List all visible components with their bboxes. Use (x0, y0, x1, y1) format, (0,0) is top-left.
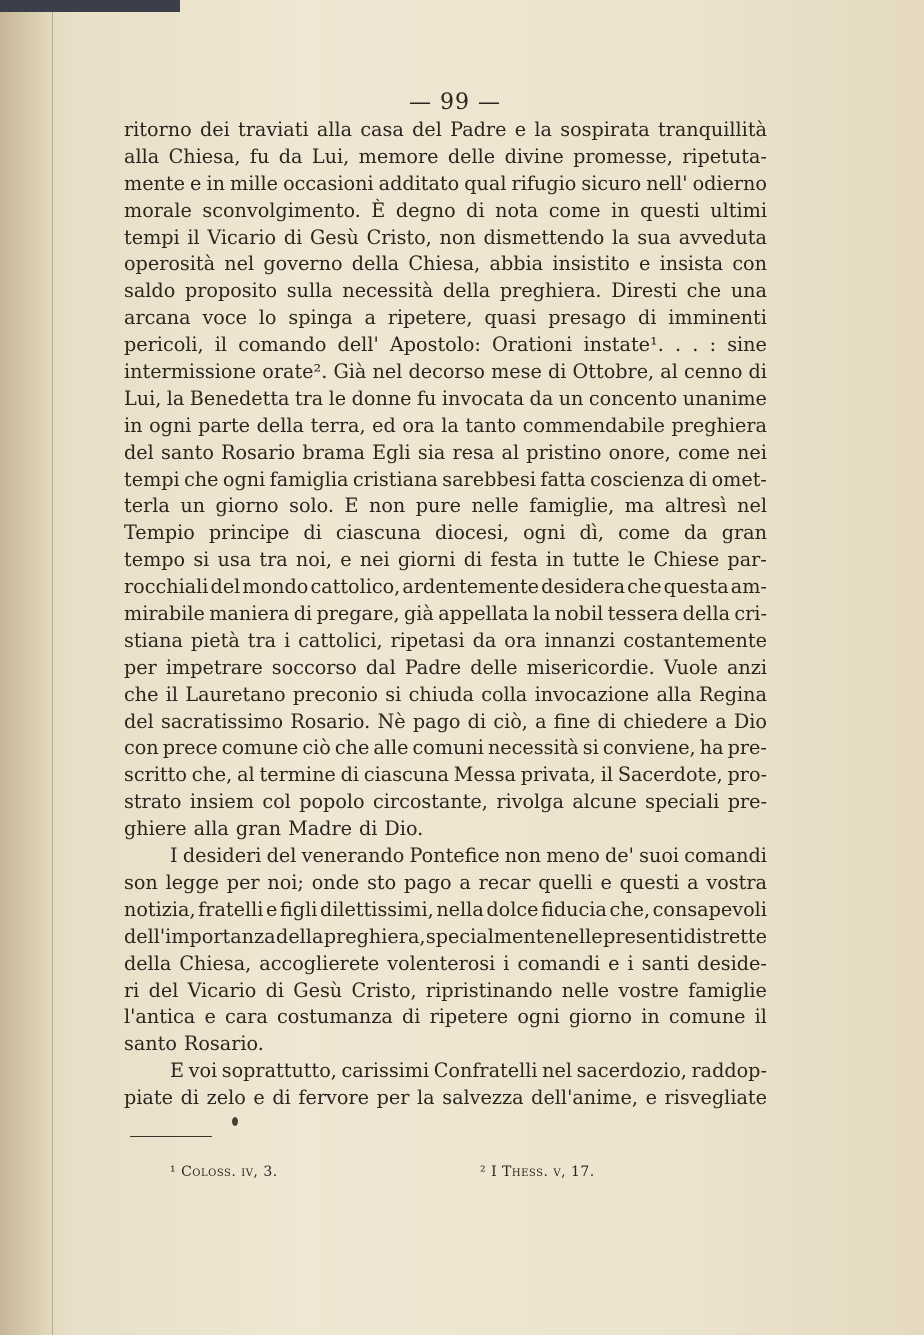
body-text (124, 117, 767, 1112)
text-line: tempi che ogni famiglia cristiana sarebbesi fatta coscienza di omet- (124, 467, 767, 491)
footnote-text: I Thess. v, 17. (491, 1164, 595, 1180)
text-line: del santo Rosario brama Egli sia resa al pristino onore, come nei (124, 440, 767, 464)
scan-edge (0, 0, 180, 12)
text-line: con prece comune ciò che alle comuni necessità si conviene, ha pre- (124, 736, 767, 760)
text-line: che il Lauretano preconio si chiuda colla invocazione alla Regina (124, 682, 767, 706)
text-line: in ogni parte della terra, ed ora la tanto commendabile preghiera (124, 413, 767, 437)
text-line: operosità nel governo della Chiesa, abbia insistito e insista con (124, 252, 767, 276)
ink-spot (232, 1117, 238, 1126)
text-line: rocchiali del mondo cattolico, ardentemente desidera che questa am- (124, 575, 767, 599)
text-line: E voi soprattutto, carissimi Confratelli nel sacerdozio, raddop- (170, 1059, 767, 1083)
footnote-2 (480, 1164, 595, 1180)
text-line: strato insiem col popolo circostante, rivolga alcune speciali pre- (124, 790, 767, 814)
text-line: pericoli, il comando dell' Apostolo: Orationi instate¹. . . : sine (124, 333, 767, 357)
text-line: alla Chiesa, fu da Lui, memore delle divine promesse, ripetuta- (124, 144, 767, 168)
text-line: santo Rosario. (124, 1032, 264, 1056)
text-line: terla un giorno solo. E non pure nelle famiglie, ma altresì nel (124, 494, 767, 518)
footnote-marker: ² (480, 1164, 487, 1180)
footnote-marker: ¹ (170, 1164, 177, 1180)
text-line: morale sconvolgimento. È degno di nota come in questi ultimi (124, 198, 767, 222)
text-line: l'antica e cara costumanza di ripetere ogni giorno in comune il (124, 1005, 767, 1029)
footnote-1 (170, 1164, 278, 1180)
text-line: notizia, fratelli e figli dilettissimi, nella dolce fiducia che, consapevoli (124, 897, 767, 921)
text-line: mirabile maniera di pregare, già appellata la nobil tessera della cri- (124, 602, 767, 626)
text-line: Lui, la Benedetta tra le donne fu invocata da un concento unanime (124, 386, 767, 410)
footnote-text: Coloss. iv, 3. (181, 1164, 278, 1180)
text-line: scritto che, al termine di ciascuna Messa privata, il Sacerdote, pro- (124, 763, 767, 787)
text-line: son legge per noi; onde sto pago a recar quelli e questi a vostra (124, 870, 767, 894)
text-line: ritorno dei traviati alla casa del Padre e la sospirata tranquillità (124, 118, 767, 141)
text-line: mente e in mille occasioni additato qual rifugio sicuro nell' odierno (124, 171, 767, 195)
page-gutter (0, 0, 53, 1335)
text-line: tempo si usa tra noi, e nei giorni di festa in tutte le Chiese par- (124, 548, 767, 572)
page-number: — 99 — (409, 90, 501, 115)
text-line: piate di zelo e di fervore per la salvezza dell'anime, e risvegliate (124, 1086, 767, 1110)
text-line: del sacratissimo Rosario. Nè pago di ciò, a fine di chiedere a Dio (124, 709, 767, 733)
text-line: ghiere alla gran Madre di Dio. (124, 817, 424, 841)
text-line: intermissione orate². Già nel decorso mese di Ottobre, al cenno di (124, 360, 767, 384)
text-line: ri del Vicario di Gesù Cristo, ripristinando nelle vostre famiglie (124, 978, 767, 1002)
text-line: I desideri del venerando Pontefice non meno de' suoi comandi (170, 844, 767, 868)
text-line: saldo proposito sulla necessità della preghiera. Diresti che una (124, 279, 767, 303)
text-line: dell'importanza della preghiera, specialmente nelle presenti distrette (124, 924, 767, 948)
text-line: arcana voce lo spinga a ripetere, quasi presago di imminenti (124, 306, 767, 330)
text-line: della Chiesa, accoglierete volenterosi i comandi e i santi deside- (124, 951, 767, 975)
text-line: tempi il Vicario di Gesù Cristo, non dismettendo la sua avveduta (124, 225, 767, 249)
text-line: per impetrare soccorso dal Padre delle misericordie. Vuole anzi (124, 655, 767, 679)
footnote-separator (130, 1136, 212, 1137)
text-line: stiana pietà tra i cattolici, ripetasi da ora innanzi costantemente (124, 628, 767, 652)
text-line: Tempio principe di ciascuna diocesi, ogni dì, come da gran (124, 521, 767, 545)
